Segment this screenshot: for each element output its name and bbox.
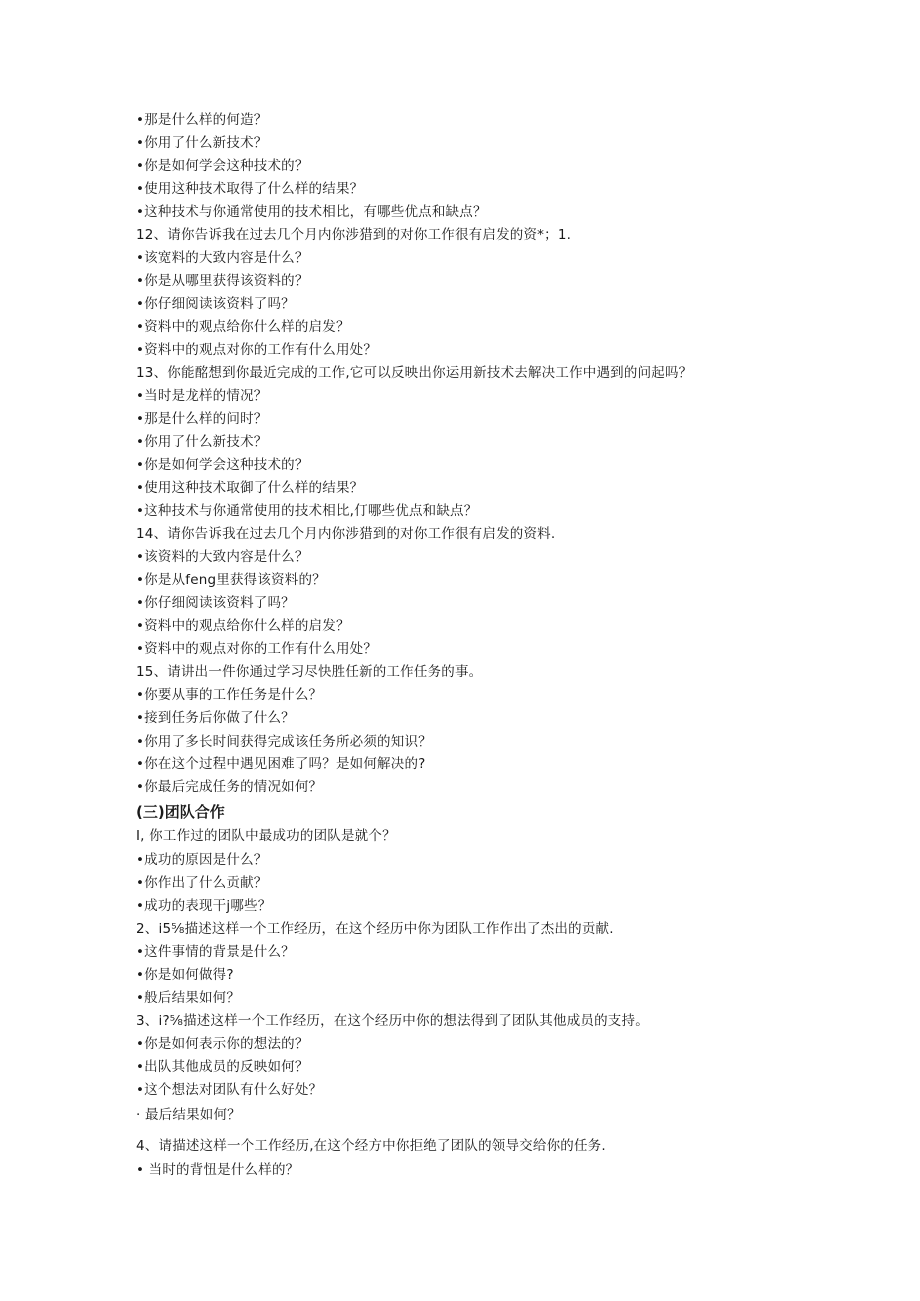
text-line: •这种技术与你通常使用的技术相比,仃哪些优点和缺点？ [136,503,478,519]
text-line: •使用这种技术取御了什么样的结果？ [136,480,364,496]
text-line: •这个想法对团队有什么好处？ [136,1082,323,1098]
text-line: •你是如何学会这种技术的？ [136,158,309,174]
text-line: •你仔细阅读该资料了吗？ [136,296,295,312]
text-line: •般后结果如何？ [136,990,241,1006]
text-line: •当时是龙样的情况？ [136,388,268,404]
text-line: •资料中的观点给你什么样的启发？ [136,618,350,634]
text-line: •你仔细阅读该资料了吗？ [136,595,295,611]
section-heading: (三)团队合作 [136,803,225,821]
text-line: I, 你工作过的团队中最成功的团队是就个？ [136,828,396,844]
text-line: •使用这种技术取得了什么样的结果？ [136,181,364,197]
text-line: 13、你能酩想到你最近完成的工作,它可以反映出你运用新技术去解决工作中遇到的问起吗？ [136,365,693,381]
text-line: •你用了什么新技术？ [136,135,268,151]
text-line: •资料中的观点对你的工作有什么用处？ [136,342,378,358]
text-line: •这种技术与你通常使用的技术相比，有哪些优点和缺点？ [136,204,487,220]
text-line: •你是如何表示你的想法的？ [136,1036,309,1052]
text-line: •你用了多长时间获得完成该任务所必须的知识？ [136,734,432,750]
text-line: · 最后结果如何？ [136,1107,241,1123]
text-line: •那是什么样的何造？ [136,112,268,128]
text-line: •成功的表现干j哪些？ [136,898,272,914]
text-line: •你是如何学会这种技术的？ [136,457,309,473]
text-line: •你要从事的工作任务是什么？ [136,687,323,703]
text-line: •你是如何做得? [136,967,234,983]
text-line: •资料中的观点给你什么样的启发？ [136,319,350,335]
text-line: •这件事情的背景是什么？ [136,944,295,960]
text-line: •资料中的观点对你的工作有什么用处？ [136,641,378,657]
text-line: •出队其他成员的反映如何？ [136,1059,309,1075]
text-line: •你是从哪里获得该资料的？ [136,273,309,289]
text-line: 12、请你告诉我在过去几个月内你涉猎到的对你工作很有启发的资*；1. [136,227,572,243]
text-line: •你在这个过程中遇见困难了吗？是如何解决的? [136,756,426,772]
text-line: •该资料的大致内容是什么？ [136,549,309,565]
text-line: •成功的原因是什么？ [136,852,268,868]
text-line: 14、请你告诉我在过去几个月内你涉猎到的对你工作很有启发的资料. [136,526,556,542]
text-line: •你作出了什么贡献？ [136,875,268,891]
text-line: • 当时的背忸是什么样的？ [136,1162,300,1178]
text-line: 3、i?⅝描述这样一个工作经历，在这个经历中你的想法得到了团队其他成员的支持。 [136,1013,649,1029]
text-line: 4、请描述这样一个工作经历,在这个经方中你拒绝了团队的领导交给你的任务. [136,1138,606,1154]
text-line: •该宽料的大致内容是什么？ [136,250,309,266]
text-line: •你用了什么新技术？ [136,434,268,450]
text-line: •你是从feng里获得该资料的？ [136,572,326,588]
text-line: •你最后完成任务的情况如何？ [136,779,323,795]
text-line: 15、请讲出一件你通过学习尽快胜任新的工作任务的事。 [136,664,483,680]
text-line: •那是什么样的问时？ [136,411,268,427]
text-line: 2、i5⅝描述这样一个工作经历，在这个经历中你为团队工作作出了杰出的贡献. [136,921,614,937]
text-line: •接到任务后你做了什么？ [136,710,295,726]
